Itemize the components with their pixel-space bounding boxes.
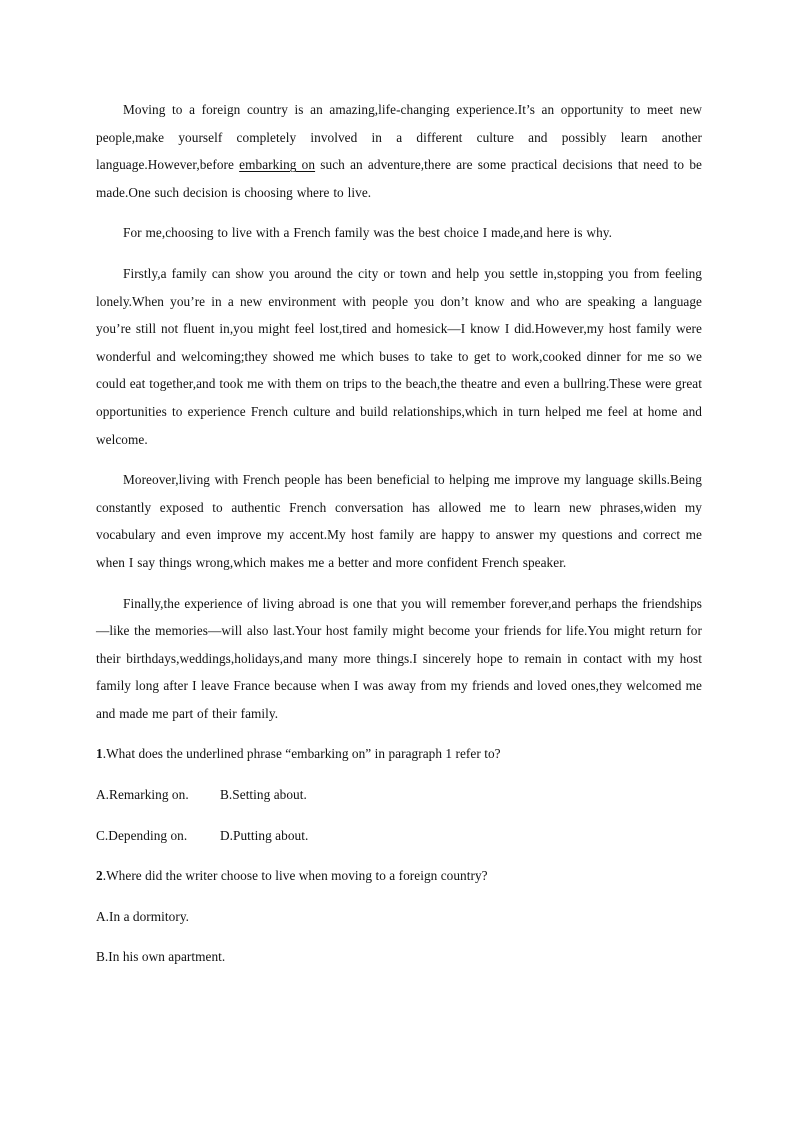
- question-2-number: 2: [96, 868, 103, 884]
- question-2-option-b: B.In his own apartment.: [96, 949, 226, 965]
- question-1-number: 1: [96, 746, 103, 762]
- paragraph-1: [96, 96, 702, 206]
- question-1-option-c: C.Depending on.: [96, 827, 188, 843]
- question-1: [96, 740, 702, 768]
- question-1-option-d: D.Putting about.: [220, 827, 309, 843]
- paragraph-2: For me,choosing to live with a French family was the best choice I made,and here is why.: [123, 225, 612, 241]
- question-1-option-b: B.Setting about.: [220, 787, 307, 803]
- paragraph-1-text-after: such an adventure,there are some practical decisions that need to be made.One such decision is choosing where to live.: [96, 157, 702, 200]
- question-1-options-row-1: [96, 781, 702, 809]
- paragraph-3: Firstly,a family can show you around the city or town and help you settle in,stopping you from feeling lonely.When you’re in a new environment with people you don’t know and who are speaking a language you’re still not fluent in,you might feel lost,tired and homesick—I know I did.However,my host family were wonderful and welcoming;they showed me which buses to take to get to work,cooked dinner for me so we could eat together,and took me with them on trips to the beach,the theatre and even a bullring.These were great opportunities to experience French culture and build relationships,which in turn helped me feel at home and welcome.: [96, 265, 702, 447]
- paragraph-1-text-before: Moving to a foreign country is an amazing,life-changing experience.It’s an opportunity to meet new people,make yourself completely involved in a different culture and possibly learn another language.However,before: [96, 102, 702, 173]
- document-page: [96, 96, 702, 984]
- underlined-phrase: embarking on: [239, 157, 316, 173]
- question-2-text: .Where did the writer choose to live when moving to a foreign country?: [102, 868, 488, 884]
- question-2-option-a: A.In a dormitory.: [96, 908, 190, 924]
- question-1-option-a: A.Remarking on.: [96, 787, 189, 803]
- question-2: [96, 862, 702, 890]
- paragraph-5: Finally,the experience of living abroad is one that you will remember forever,and perhaps the friendships—like the memories—will also last.Your host family might become your friends for life.You might return for their birthdays,weddings,holidays,and many more things.I sincerely hope to remain in contact with my host family long after I leave France because when I was away from my friends and loved ones,they welcomed me and made me part of their family.: [96, 595, 702, 721]
- question-1-text: .What does the underlined phrase “embarking on” in paragraph 1 refer to?: [102, 746, 501, 762]
- question-1-options-row-2: [96, 822, 702, 850]
- paragraph-4: Moreover,living with French people has been beneficial to helping me improve my language skills.Being constantly exposed to authentic French conversation has allowed me to learn new phrases,widen my vocabulary and even improve my accent.My host family are happy to answer my questions and correct me when I say things wrong,which makes me a better and more confident French speaker.: [96, 472, 702, 570]
